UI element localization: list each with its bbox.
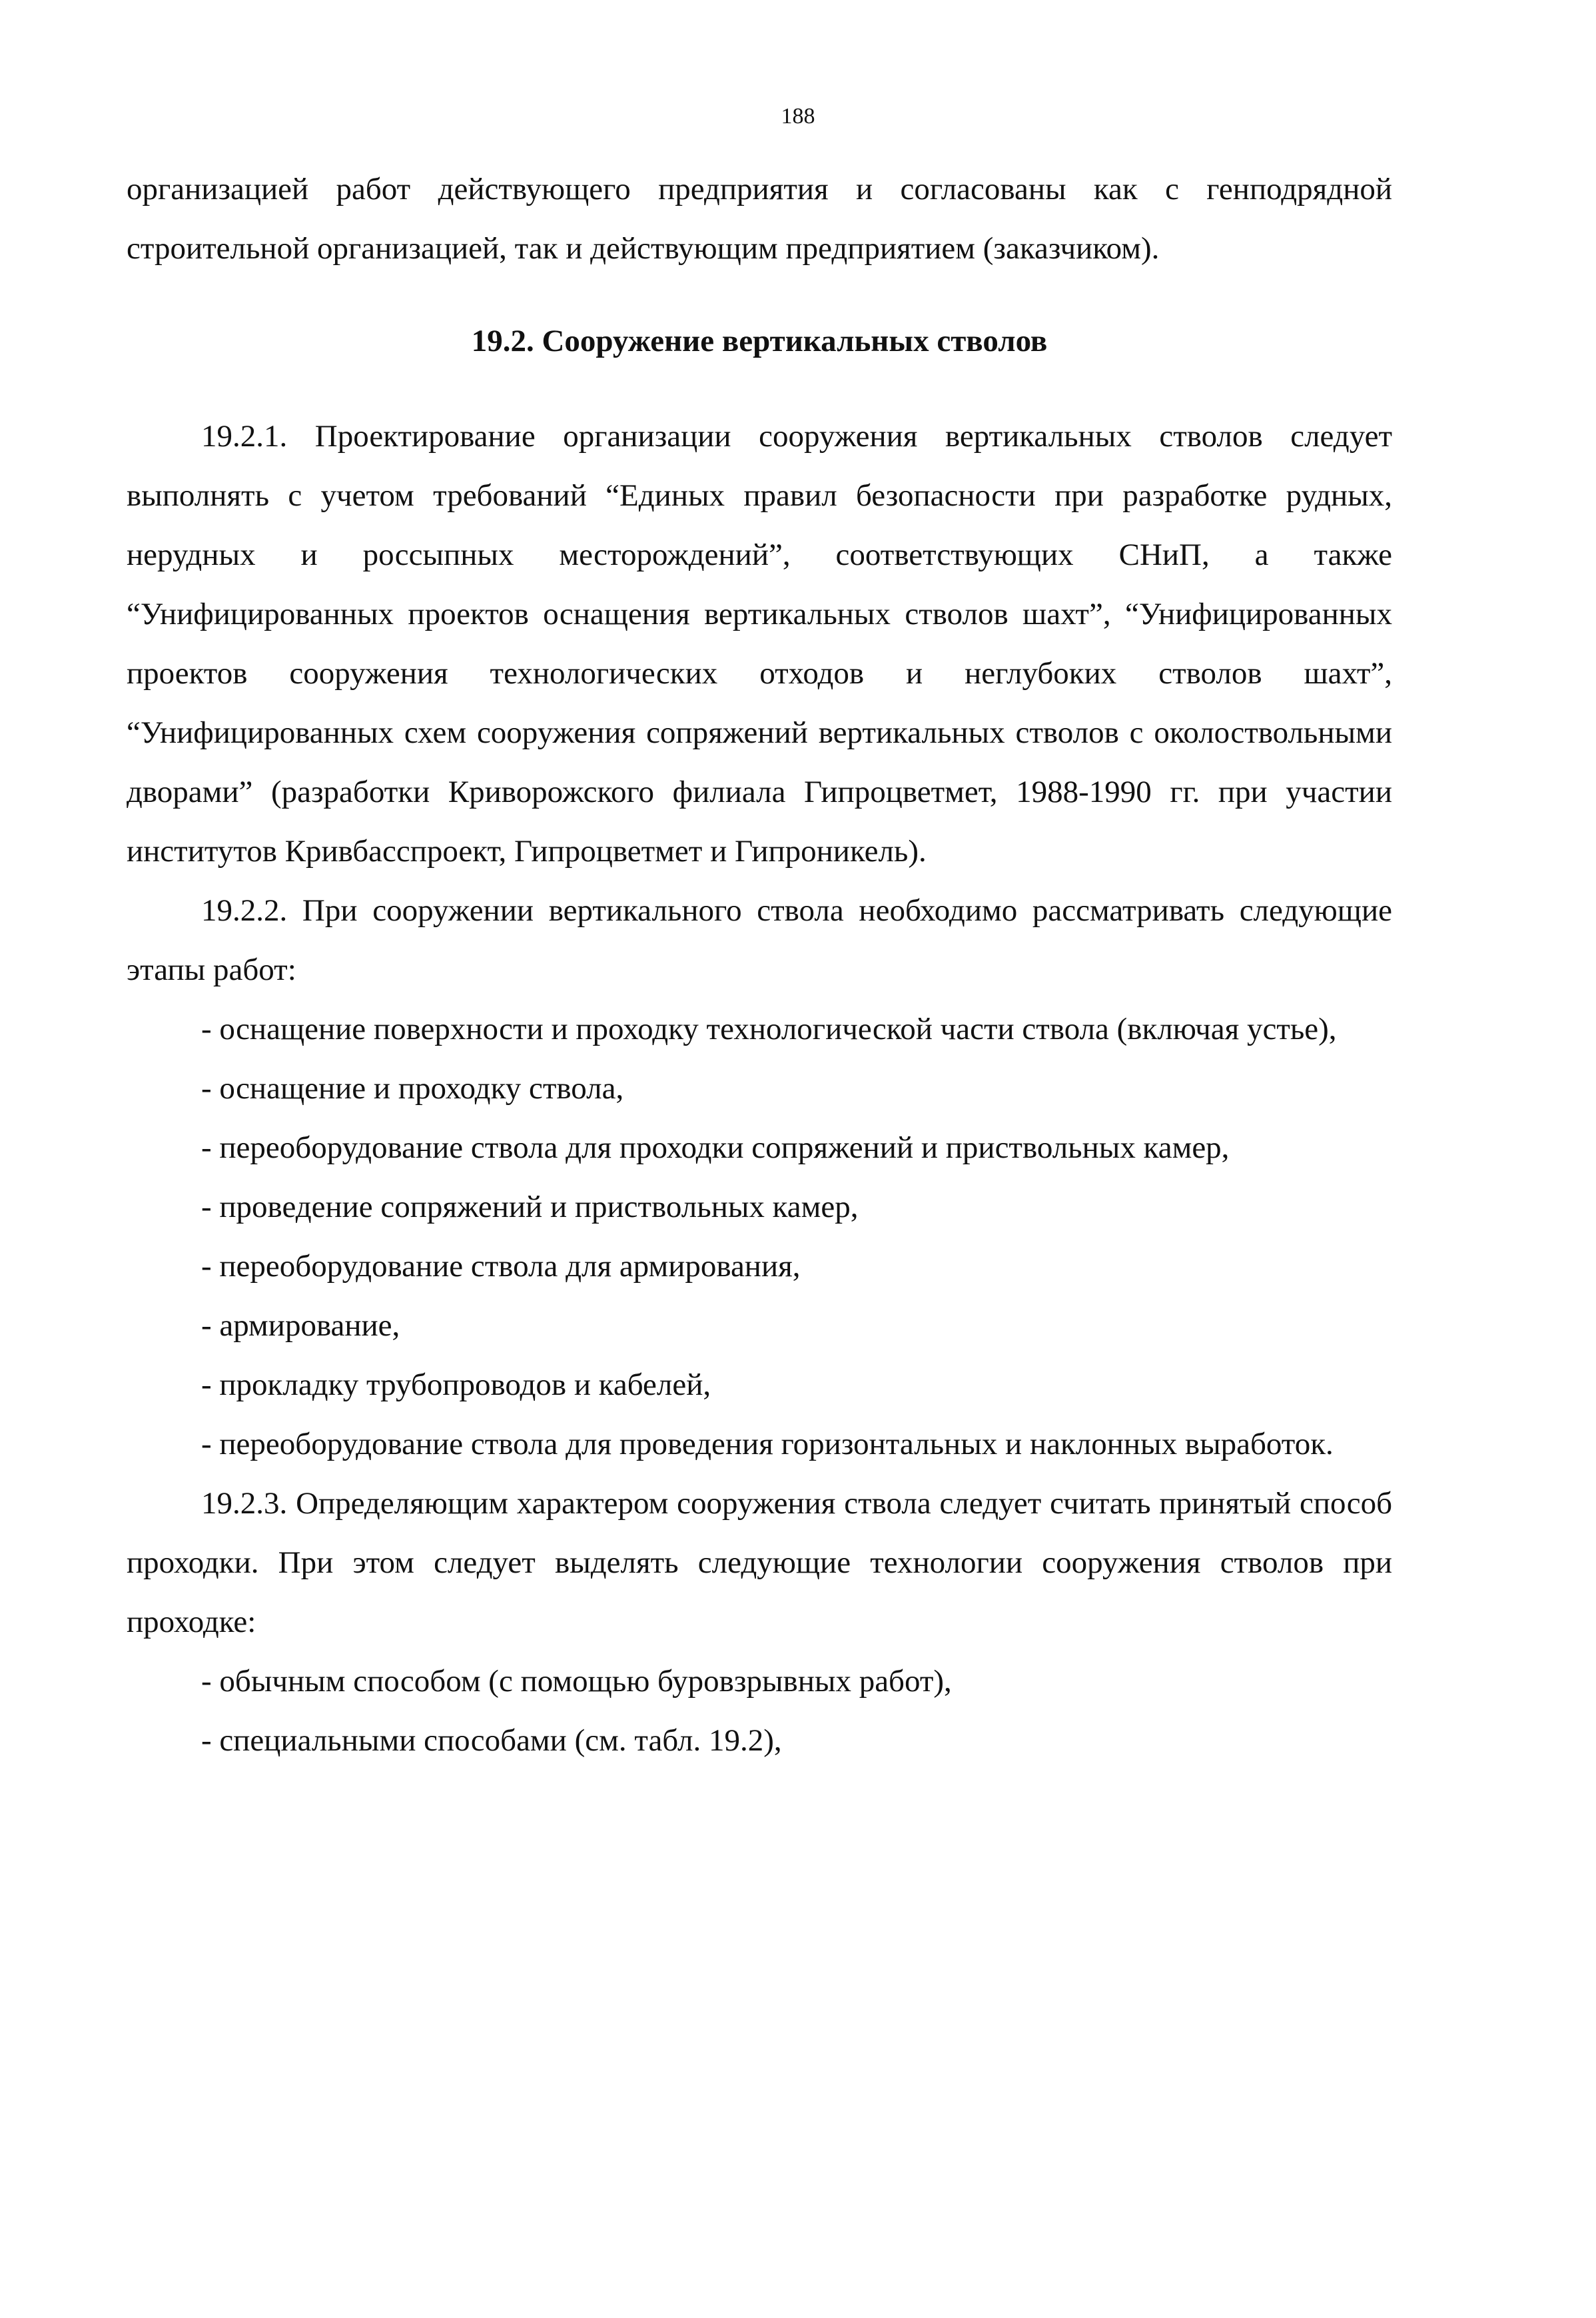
list-item: - прокладку трубопроводов и кабелей, <box>201 1367 711 1402</box>
paragraph-19-2-1: 19.2.1. Проектирование организации сооружения вертикальных стволов следует выполнять с учетом требований “Единых правил безопасности при разработке рудных, нерудных и россыпных месторождений”, соответствующих СНиП, а также “Унифицированных проектов оснащения вертикальных стволов шахт”, “Унифицированных проектов сооружения технологических отходов и неглубоких стволов шахт”, “Унифицированных схем сооружения сопряжений вертикальных стволов с околоствольными дворами” (разработки Криворожского филиала Гипроцветмет, 1988-1990 гг. при участии институтов Кривбасспроект, Гипроцветмет и Гипроникель). <box>127 419 1392 869</box>
list-item: - оснащение и проходку ствола, <box>201 1071 624 1106</box>
intro-paragraph: организацией работ действующего предприятия и согласованы как с генподрядной строительной организацией, так и действующим предприятием (заказчиком). <box>127 172 1392 266</box>
list-item: - армирование, <box>201 1308 400 1343</box>
list-item: - проведение сопряжений и приствольных камер, <box>201 1190 859 1224</box>
list-item: - переоборудование ствола для проходки сопряжений и приствольных камер, <box>201 1130 1230 1165</box>
paragraph-19-2-3: 19.2.3. Определяющим характером сооружения ствола следует считать принятый способ проходки. При этом следует выделять следующие технологии сооружения стволов при проходке: <box>127 1486 1392 1639</box>
paragraph-19-2-2: 19.2.2. При сооружении вертикального ствола необходимо рассматривать следующие этапы работ: <box>127 893 1392 987</box>
document-body <box>127 160 1392 1770</box>
list-item: - переоборудование ствола для проведения горизонтальных и наклонных выработок. <box>201 1427 1334 1461</box>
list-item: - переоборудование ствола для армирования, <box>201 1249 801 1284</box>
section-heading: 19.2. Сооружение вертикальных стволов <box>471 324 1048 358</box>
list-item: - оснащение поверхности и проходку технологической части ствола (включая устье), <box>201 1012 1337 1046</box>
list-item: - специальными способами (см. табл. 19.2), <box>201 1723 782 1758</box>
list-item: - обычным способом (с помощью буровзрывных работ), <box>201 1664 952 1699</box>
page-number: 188 <box>781 104 815 129</box>
